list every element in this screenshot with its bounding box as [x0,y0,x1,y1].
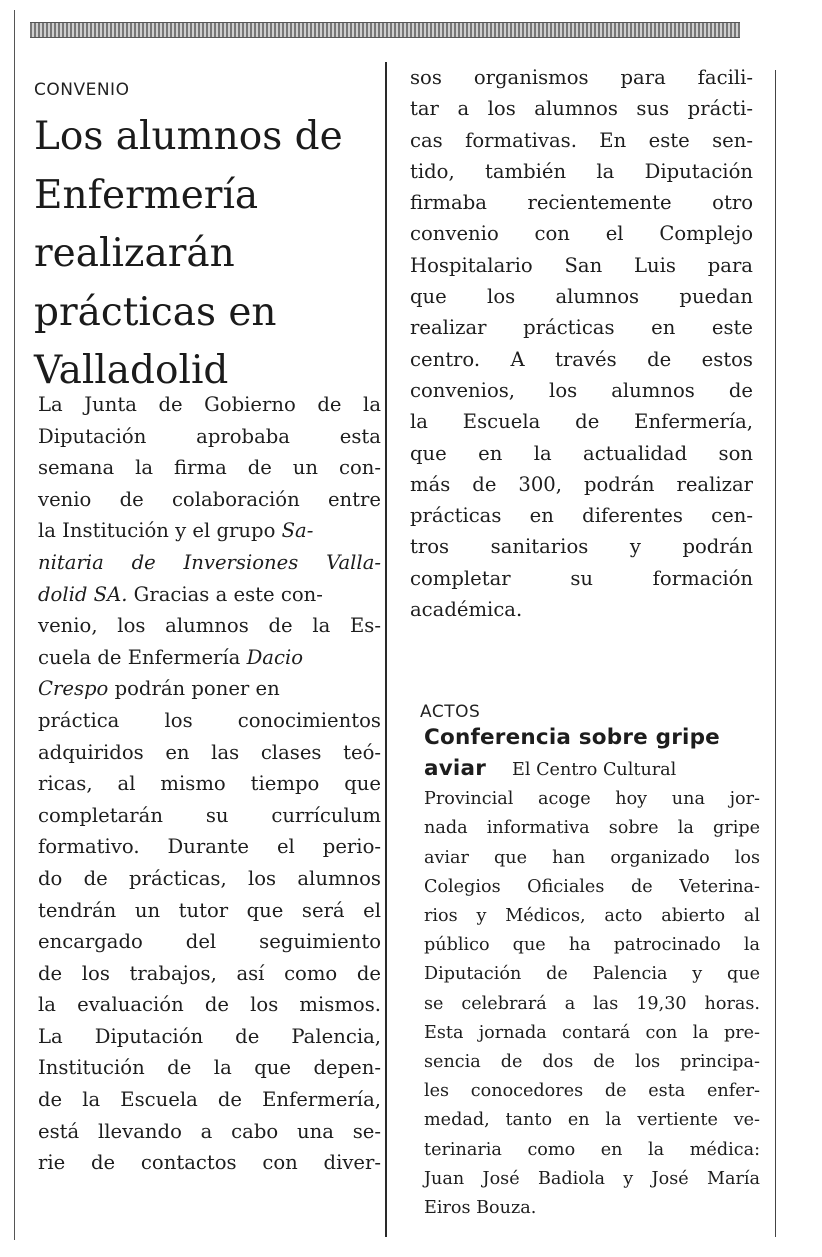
body-line: Diputación aprobaba esta [38,424,381,448]
article-body-left-column [38,389,381,1179]
body-line: sos organismos para facili- [410,66,753,89]
body-line: centro. A través de estos [410,347,753,371]
body-line: tido, también la Diputación [410,159,753,183]
body-text: podrán poner en [108,677,280,701]
body-line: ricas, al mismo tiempo que [38,772,381,796]
headline-line: Valladolid [34,348,229,393]
body-line: rios y Médicos, acto abierto al [424,906,760,927]
article-headline [34,108,374,401]
body-line: convenio con el Complejo [410,222,753,246]
body-line: encargado del seguimiento [38,930,381,954]
body-line: de los trabajos, así como de [38,961,381,985]
body-line: prácticas en diferentes cen- [410,504,753,528]
body-line: público que ha patrocinado la [424,935,760,956]
body-text: la Institución y el grupo [38,519,282,543]
company-name-italic: nitaria de Inversiones Valla- [38,550,381,574]
body-line: semana la firma de un con- [38,456,381,480]
body-line: medad, tanto en la vertiente ve- [424,1110,760,1131]
body-line: les conocedores de esta enfer- [424,1081,760,1102]
body-line: rie de contactos con diver- [38,1151,381,1175]
body-line: Juan José Badiola y José María [424,1168,760,1189]
body-text: El Centro Cultural [512,760,677,780]
right-column-rule [775,70,776,1237]
body-line: convenios, los alumnos de [410,378,753,402]
body-line: completarán su currículum [38,803,381,827]
body-line: aviar que han organizado los [424,847,760,868]
school-name-italic: Dacio [246,645,304,669]
body-line: más de 300, podrán realizar [410,472,753,496]
body-line: realizar prácticas en este [410,316,753,340]
brief-headline: Conferencia sobre gripe [424,725,720,750]
body-line [424,754,760,785]
body-line: tros sanitarios y podrán [410,535,753,559]
body-line [38,673,381,705]
page-edge-rule [14,10,15,1240]
body-line: sencia de dos de los principa- [424,1052,760,1073]
body-line: completar su formación [410,566,753,590]
body-line: Diputación de Palencia y que [424,964,760,985]
headline-line: realizarán [34,231,235,276]
body-line: venio de colaboración entre [38,487,381,511]
top-rule [30,22,740,38]
body-line [38,642,381,674]
headline-line: Enfermería [34,172,259,218]
body-line: La Diputación de Palencia, [38,1024,381,1048]
body-line: se celebrará a las 19,30 horas. [424,993,760,1014]
article-body-right-column [410,62,753,625]
body-line: está llevando a cabo una se- [38,1119,381,1143]
company-name-italic: dolid SA. [38,582,128,606]
body-line: terinaria como en la médica: [424,1139,760,1160]
company-name-italic: Sa- [281,519,314,543]
brief-article [424,722,760,1223]
body-line: firmaba recientemente otro [410,191,753,215]
body-line: La Junta de Gobierno de la [38,393,381,416]
body-line: la Escuela de Enfermería, [410,410,753,434]
body-line: Esta jornada contará con la pre- [424,1022,760,1043]
body-line: de la Escuela de Enfermería, [38,1088,381,1112]
body-line: que los alumnos puedan [410,285,753,309]
body-line [38,515,381,547]
body-line: la evaluación de los mismos. [38,993,381,1017]
body-line: tendrán un tutor que será el [38,898,381,922]
body-line: Eiros Bouza. [424,1198,537,1219]
body-text: Gracias a este con- [127,582,323,606]
body-line: nada informativa sobre la gripe [424,818,760,839]
body-line: tar a los alumnos sus prácti- [410,97,753,121]
body-line: Institución de la que depen- [38,1056,381,1080]
section-kicker-convenio: CONVENIO [34,80,130,100]
brief-headline-end: aviar [424,756,487,781]
body-line [38,579,381,611]
section-kicker-actos: ACTOS [420,702,481,722]
body-line: do de prácticas, los alumnos [38,866,381,890]
body-line: venio, los alumnos de la Es- [38,614,381,638]
body-line: adquiridos en las clases teó- [38,740,381,764]
school-name-italic: Crespo [38,677,109,701]
body-text: cuela de Enfermería [38,645,247,669]
body-line: cas formativas. En este sen- [410,128,753,152]
body-line: Provincial acoge hoy una jor- [424,789,760,810]
headline-line: prácticas en [34,289,277,335]
body-line: formativo. Durante el perio- [38,835,381,859]
body-line: académica. [410,598,523,622]
headline-line: Los alumnos de [34,114,343,159]
column-divider [385,62,387,1237]
body-line: práctica los conocimientos [38,708,381,732]
body-line: Colegios Oficiales de Veterina- [424,876,760,897]
body-line: que en la actualidad son [410,441,753,465]
body-line: Hospitalario San Luis para [410,253,753,277]
